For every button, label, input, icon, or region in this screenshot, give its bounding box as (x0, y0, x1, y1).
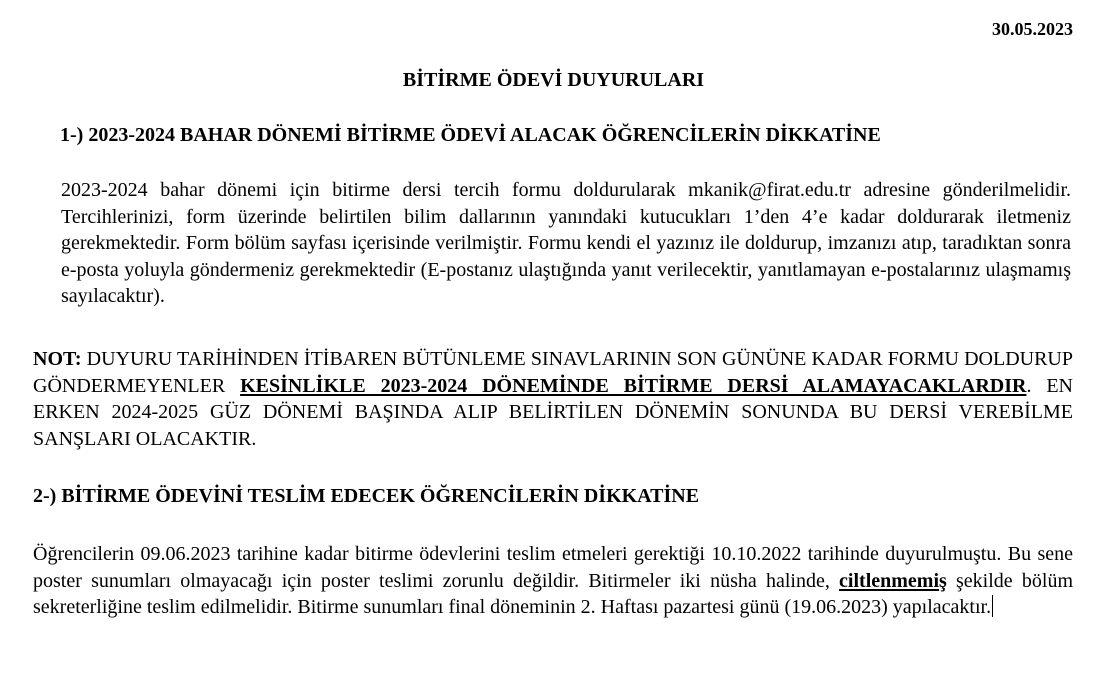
note-text-before: DUYURU TARİHİNDEN İTİBAREN BÜTÜNLEME SINAVLARININ SON GÜNÜNE KADAR FORMU DOLDURUP GÖNDERMEYENLER (33, 348, 1073, 397)
announcement-date: 30.05.2023 (992, 19, 1073, 39)
note-text-after: . EN ERKEN 2024-2025 GÜZ DÖNEMİ BAŞINDA ALIP BELİRTİLEN DÖNEMİN SONUNDA BU DERSİ VEREBİLME SANŞLARI OLACAKTIR. (33, 374, 1073, 450)
section2-emphasis: ciltlenmemiş (839, 569, 947, 592)
page-title: BİTİRME ÖDEVİ DUYURULARI (402, 69, 705, 91)
note-emphasis: KESİNLİKLE 2023-2024 DÖNEMİNDE BİTİRME DERSİ ALAMAYACAKLARDIR (240, 374, 1027, 397)
section2-paragraph (33, 541, 1073, 621)
section2-heading: 2-) BİTİRME ÖDEVİNİ TESLİM EDECEK ÖĞRENCİLERİN DİKKATİNE (33, 485, 700, 507)
section2-text-after: şekilde bölüm sekreterliğine teslim edilmelidir. Bitirme sunumları final döneminin 2. Haftası pazartesi günü (19.06.2023) yapılacaktır. (33, 569, 1074, 618)
note-label: NOT: (33, 348, 82, 370)
text-cursor (992, 595, 993, 617)
section1-paragraph: 2023-2024 bahar dönemi için bitirme dersi tercih formu doldurularak mkanik@firat.edu.tr adresine gönderilmelidir. Tercihlerinizi, form üzerinde belirtilen bilim dallarının yanındaki kutucukları 1’den 4’e kadar doldurarak iletmeniz gerekmektedir. Form bölüm sayfası içerisinde verilmiştir. Formu kendi el yazınız ile doldurup, imzanızı atıp, taradıktan sonra e-posta yoluyla göndermeniz gerekmektedir (E-postanız ulaştığında yanıt verilecektir, yanıtlamayan e-postalarınız ulaşmamış sayılacaktır). (61, 179, 1071, 307)
section2-text-before: Öğrencilerin 09.06.2023 tarihine kadar bitirme ödevlerini teslim etmeleri gerektiği 10.10.2022 tarihinde duyurulmuştu. Bu sene poster sunumları olmayacağı için poster teslimi zorunlu değildir. Bitirmeler iki nüsha halinde, (33, 543, 1073, 592)
section1-heading: 1-) 2023-2024 BAHAR DÖNEMİ BİTİRME ÖDEVİ ALACAK ÖĞRENCİLERİN DİKKATİNE (60, 124, 881, 146)
note-paragraph (33, 346, 1073, 452)
